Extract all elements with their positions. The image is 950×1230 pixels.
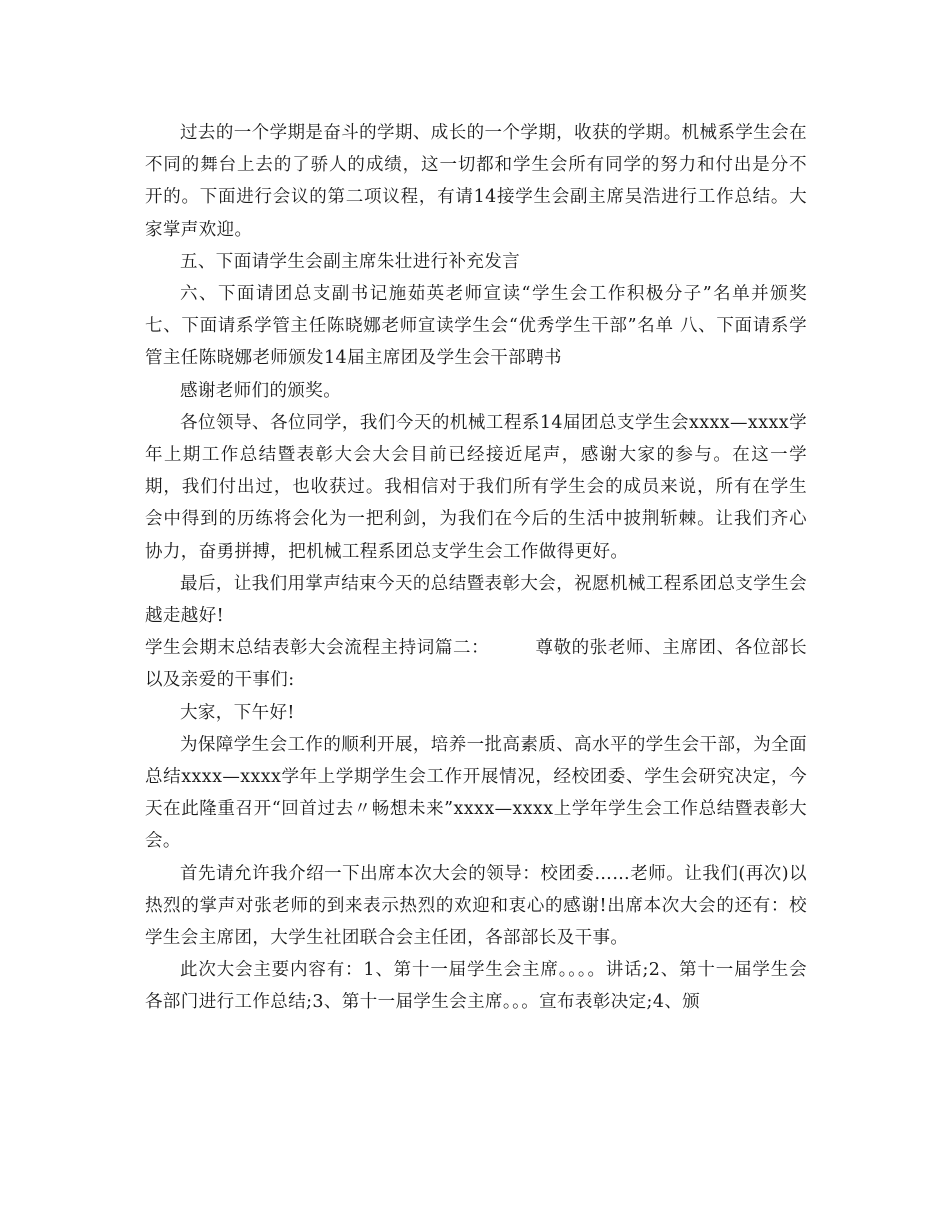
paragraph-meeting-purpose: 为保障学生会工作的顺利开展，培养一批高素质、高水平的学生会干部，为全面总结xxxx—xxxx学年上学期学生会工作开展情况，经校团委、学生会研究决定，今天在此隆重召开“回首过去〃畅想未来”xxxx—xxxx上学年学生会工作总结暨表彰大会。 [145, 734, 807, 852]
paragraph-thanks-teachers: 感谢老师们的颁奖。 [180, 380, 342, 401]
section-title: 学生会期末总结表彰大会流程主持词篇二： [145, 638, 490, 659]
paragraph-item-five: 五、下面请学生会副主席朱壮进行补充发言 [180, 251, 521, 272]
document-body [145, 117, 807, 1019]
paragraph-semester-review: 过去的一个学期是奋斗的学期、成长的一个学期，收获的学期。机械系学生会在不同的舞台上去的了骄人的成绩，这一切都和学生会所有同学的努力和付出是分不开的。下面进行会议的第二项议程，有请14接学生会副主席吴浩进行工作总结。大家掌声欢迎。 [145, 123, 807, 240]
paragraph-final-wishes: 最后，让我们用掌声结束今天的总结暨表彰大会，祝愿机械工程系团总支学生会越走越好! [145, 573, 807, 627]
paragraph-meeting-agenda: 此次大会主要内容有：1、第十一届学生会主席。。。。讲话;2、第十一届学生会各部门进行工作总结;3、第十一届学生会主席。。。宣布表彰决定;4、颁 [145, 960, 807, 1013]
section-heading-part-two [145, 632, 807, 696]
section-title-greeting: 尊敬的张老师、主席团、各位部长以及亲爱的干事们: [145, 638, 807, 691]
paragraph-good-afternoon: 大家，下午好! [180, 702, 295, 723]
paragraph-introduce-leaders: 首先请允许我介绍一下出席本次大会的领导：校团委……老师。让我们(再次)以热烈的掌声对张老师的到来表示热烈的欢迎和衷心的感谢!出席本次大会的还有：校学生会主席团，大学生社团联合会主任团，各部部长及干事。 [145, 863, 807, 949]
paragraph-closing-remarks: 各位领导、各位同学，我们今天的机械工程系14届团总支学生会xxxx—xxxx学年上期工作总结暨表彰大会大会目前已经接近尾声，感谢大家的参与。在这一学期，我们付出过，也收获过。我相信对于我们所有学生会的成员来说，所有在学生会中得到的历练将会化为一把利剑，为我们在今后的生活中披荆斩棘。让我们齐心协力，奋勇拼搏，把机械工程系团总支学生会工作做得更好。 [145, 412, 807, 562]
paragraph-items-six-to-eight: 六、下面请团总支副书记施茹英老师宣读“学生会工作积极分子”名单并颁奖 七、下面请系学管主任陈晓娜老师宣读学生会“优秀学生干部”名单 八、下面请系学管主任陈晓娜老师颁发14届主席团及学生会干部聘书 [145, 284, 807, 369]
